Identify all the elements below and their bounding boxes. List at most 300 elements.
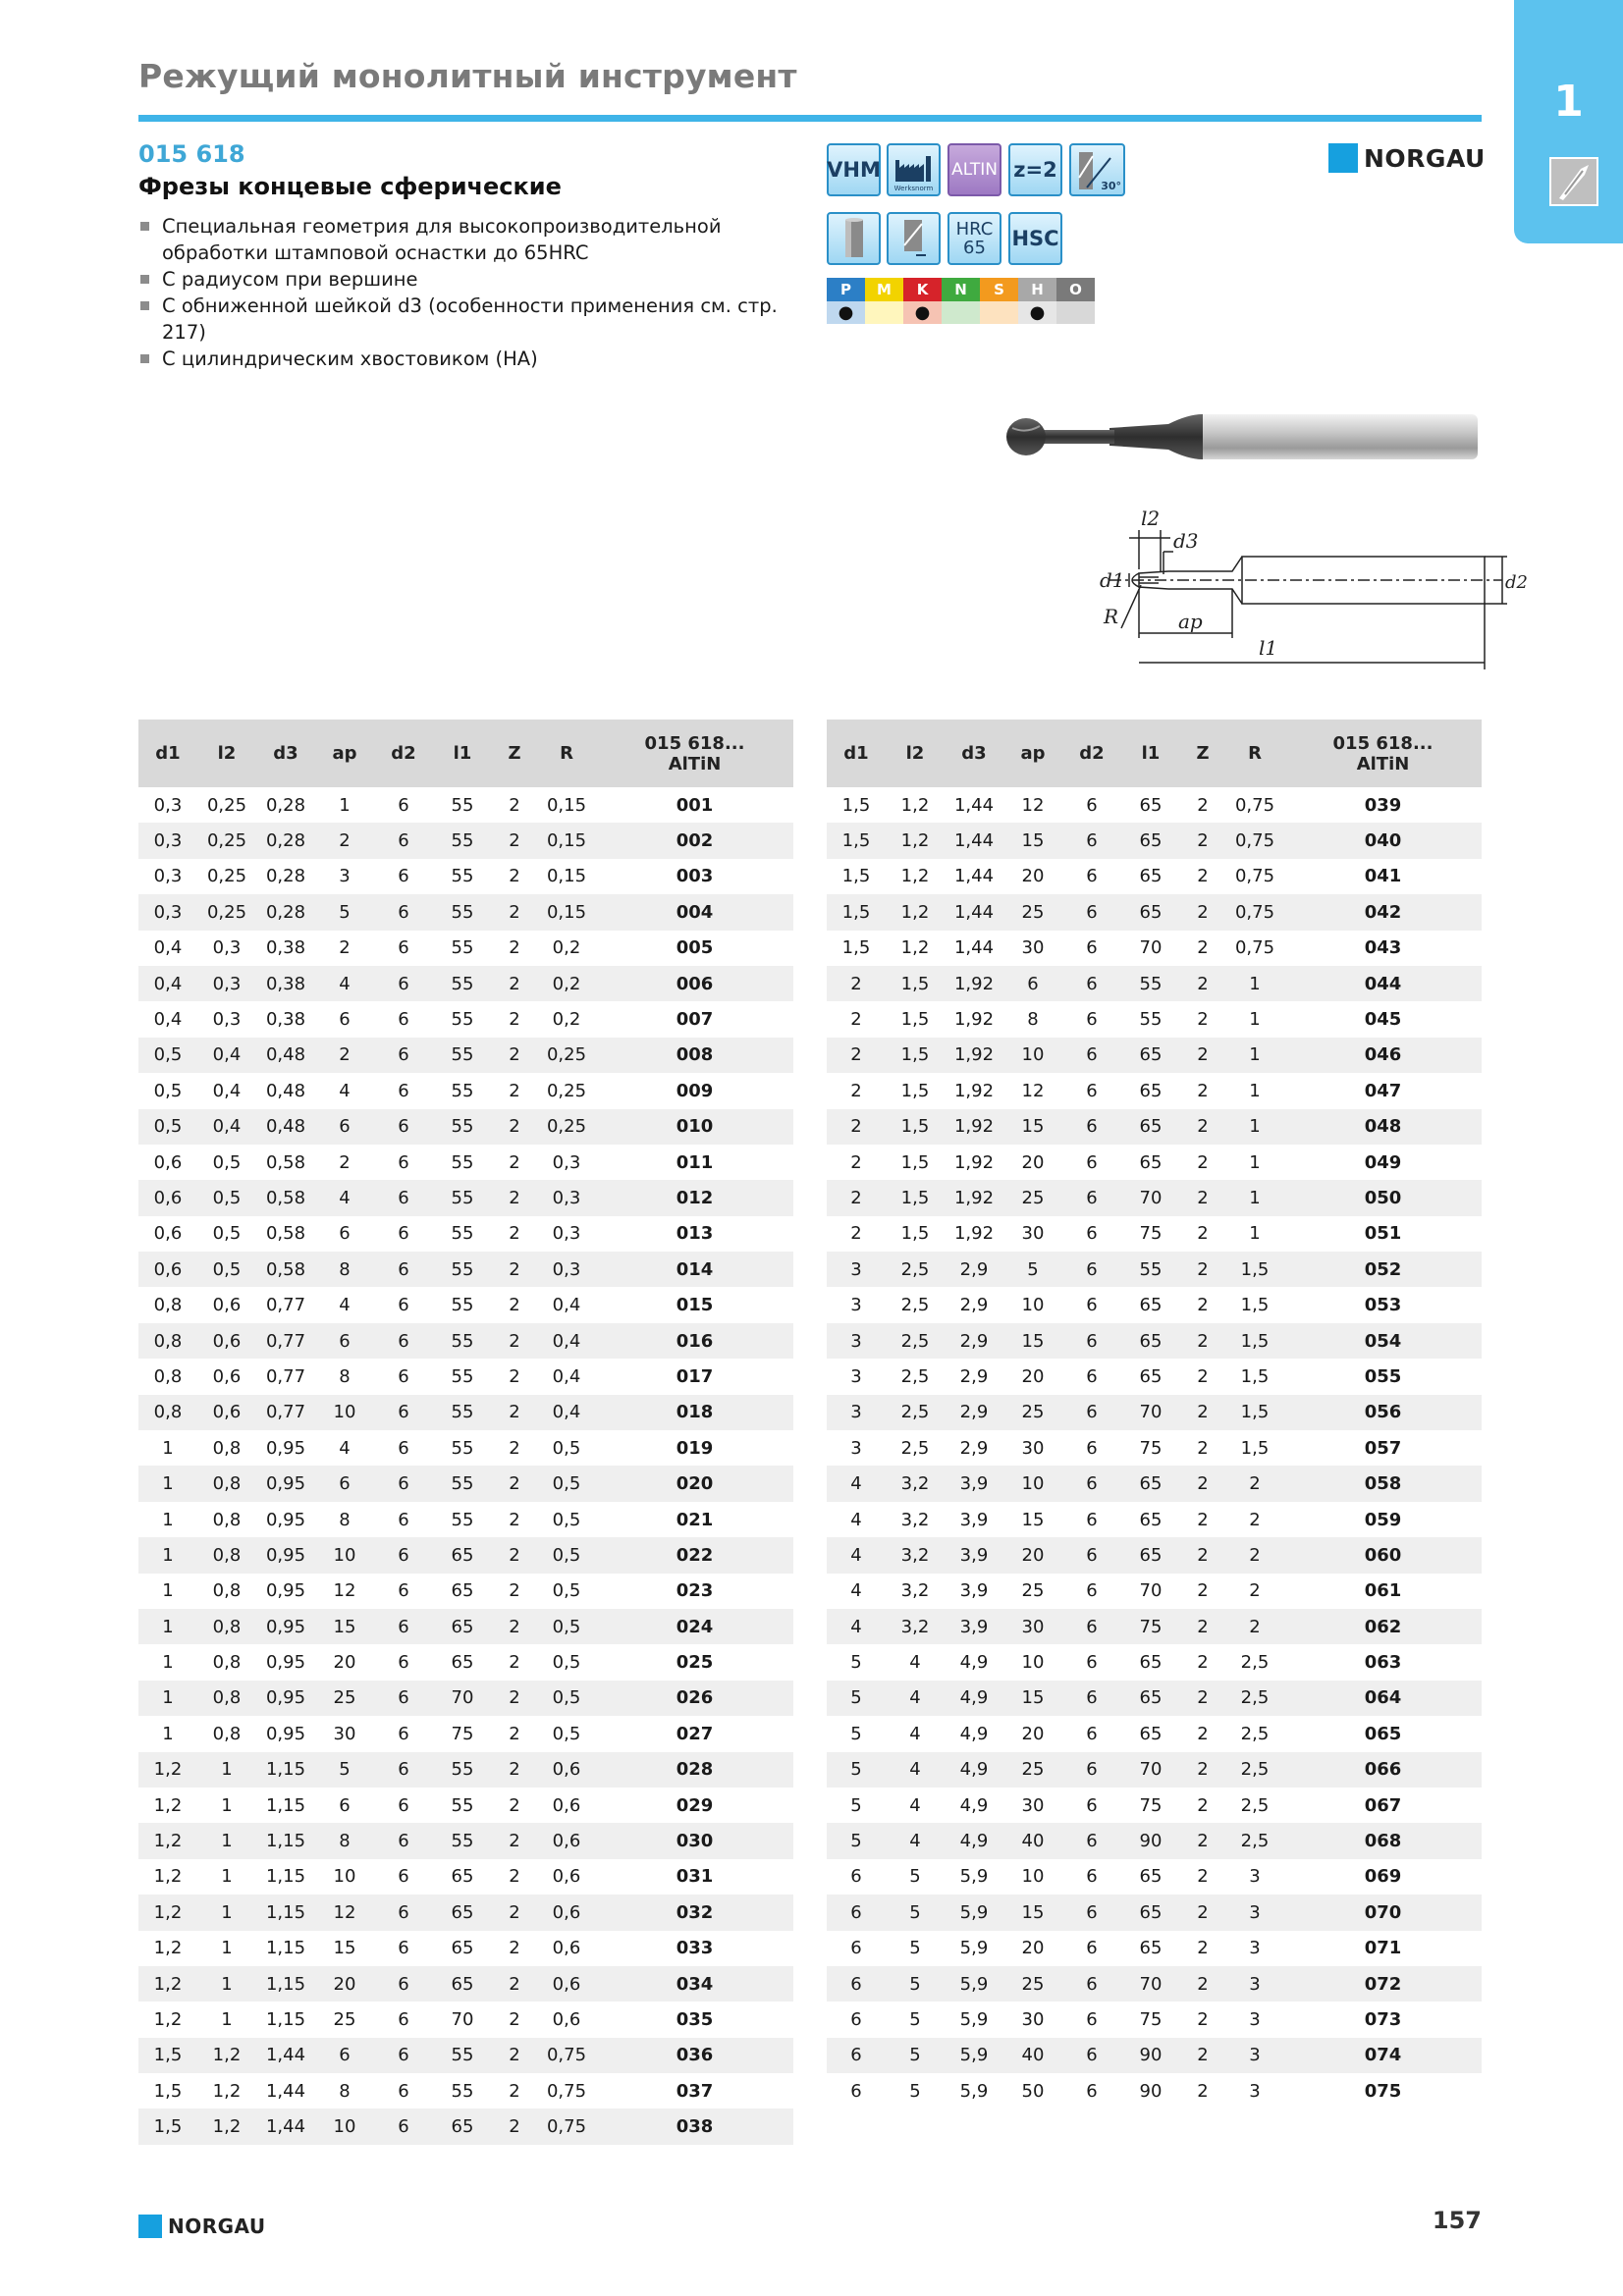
table-row: [827, 931, 1482, 966]
table-cell: 65: [1121, 894, 1180, 930]
table-cell: 1,5: [1240, 1295, 1270, 1316]
article-header-code: 015 618...: [644, 732, 745, 754]
table-cell: 6: [374, 894, 433, 930]
article-number: 020: [596, 1466, 793, 1501]
table-cell: 20: [1021, 1723, 1045, 1744]
feature-item: Специальная геометрия для высокопроизводительной обработки штамповой оснастки до 65HRC: [140, 213, 808, 266]
table-cell: 3: [827, 1252, 886, 1287]
table-cell: 2: [1180, 894, 1225, 930]
table-cell: 2: [492, 1609, 537, 1644]
table-cell: 15: [1003, 823, 1062, 858]
table-cell: 0,6: [552, 1938, 581, 1959]
table-row: [138, 1145, 793, 1180]
table-cell: 6: [398, 1437, 409, 1459]
table-cell: 1: [1225, 1109, 1284, 1145]
table-cell: 2,5: [1240, 1794, 1270, 1816]
table-cell: 1,2: [138, 1823, 197, 1858]
table-row: [138, 2073, 793, 2109]
table-cell: 0,8: [138, 1323, 197, 1359]
table-cell: 70: [1121, 1966, 1180, 2002]
table-cell: 4,9: [945, 1823, 1003, 1858]
table-cell: 20: [315, 1966, 374, 2002]
table-cell: 75: [1139, 2008, 1163, 2030]
table-cell: 5: [909, 2008, 921, 2030]
material-table: [827, 278, 1095, 324]
article-number: 066: [1284, 1752, 1482, 1788]
table-cell: 25: [1003, 1395, 1062, 1430]
table-cell: 5: [909, 1866, 921, 1888]
table-cell: 0,6: [212, 1365, 242, 1387]
table-cell: 65: [433, 2109, 492, 2144]
table-cell: 65: [1139, 1938, 1163, 1959]
table-cell: 55: [451, 1151, 474, 1173]
table-cell: 6: [1062, 1395, 1121, 1430]
table-cell: 6: [398, 1009, 409, 1031]
table-cell: 0,58: [256, 1180, 315, 1215]
table-cell: 1,5: [1225, 1395, 1284, 1430]
table-cell: 0,25: [197, 823, 256, 858]
table-cell: 0,5: [153, 1080, 183, 1101]
table-cell: 6: [398, 2080, 409, 2102]
table-cell: 6: [398, 1223, 409, 1245]
article-number: 054: [1284, 1323, 1482, 1359]
table-row: [827, 1537, 1482, 1573]
article-number: 018: [596, 1395, 793, 1430]
table-cell: 6: [398, 1580, 409, 1602]
table-cell: 1,44: [945, 823, 1003, 858]
table-cell: 5: [827, 1752, 886, 1788]
table-cell: 5,9: [959, 1938, 989, 1959]
table-cell: 65: [1121, 1466, 1180, 1501]
table-cell: 2: [1180, 823, 1225, 858]
table-cell: 0,3: [153, 794, 183, 816]
table-row: [138, 894, 793, 930]
table-cell: 5: [850, 1652, 862, 1674]
table-cell: 2: [315, 823, 374, 858]
table-cell: 1: [221, 2008, 233, 2030]
table-row: [138, 1359, 793, 1394]
table-cell: 2: [1197, 2080, 1209, 2102]
table-cell: 0,4: [197, 1038, 256, 1073]
table-cell: 6: [1086, 2080, 1098, 2102]
table-cell: 20: [333, 1652, 356, 1674]
table-cell: 2: [1180, 1823, 1225, 1858]
table-cell: 2: [827, 1038, 886, 1073]
table-cell: 2: [1197, 1652, 1209, 1674]
table-cell: 75: [1121, 1609, 1180, 1644]
table-cell: 2: [492, 1681, 537, 1716]
table-row: [138, 1823, 793, 1858]
table-cell: 0,28: [265, 794, 306, 816]
table-cell: 8: [315, 1823, 374, 1858]
table-cell: 55: [433, 1109, 492, 1145]
table-row: [138, 1252, 793, 1287]
table-cell: 8: [315, 1252, 374, 1287]
table-cell: 0,75: [1225, 894, 1284, 930]
table-cell: 2,5: [1240, 1723, 1270, 1744]
table-row: [827, 1502, 1482, 1537]
table-cell: 4: [909, 1723, 921, 1744]
cylindrical-shank-icon: [827, 212, 881, 265]
table-cell: 1,5: [886, 1180, 945, 1215]
table-cell: 0,75: [1225, 823, 1284, 858]
table-row: [827, 2038, 1482, 2073]
hardness-icon: [947, 212, 1001, 265]
table-cell: 6: [1086, 1080, 1098, 1101]
article-number: 068: [1284, 1823, 1482, 1858]
article-number: 022: [596, 1537, 793, 1573]
table-cell: 65: [1139, 1080, 1163, 1101]
column-header: ap: [1003, 720, 1062, 787]
table-cell: 65: [1139, 1509, 1163, 1530]
table-cell: 2: [1180, 1752, 1225, 1788]
table-cell: 0,8: [197, 1537, 256, 1573]
table-cell: 1,2: [153, 1866, 183, 1888]
table-cell: 0,25: [546, 1080, 587, 1101]
table-cell: 2: [1180, 1681, 1225, 1716]
table-cell: 25: [1003, 1752, 1062, 1788]
table-cell: 6: [398, 2008, 409, 2030]
table-cell: 1: [162, 1509, 174, 1530]
article-number: 030: [596, 1823, 793, 1858]
table-cell: 55: [433, 1823, 492, 1858]
table-row: [827, 1466, 1482, 1501]
hsc-icon: [1008, 212, 1062, 265]
table-cell: 65: [1139, 1365, 1163, 1387]
table-cell: 4: [850, 1509, 862, 1530]
product-title: Фрезы концевые сферические: [138, 173, 562, 200]
header-divider: [138, 115, 1482, 122]
table-cell: 55: [451, 1295, 474, 1316]
table-cell: 0,3: [537, 1180, 596, 1215]
table-cell: 0,6: [537, 1752, 596, 1788]
table-cell: 40: [1003, 1823, 1062, 1858]
table-cell: 2: [1180, 966, 1225, 1001]
table-cell: 6: [1062, 966, 1121, 1001]
table-cell: 3,9: [945, 1537, 1003, 1573]
table-cell: 6: [374, 1109, 433, 1145]
table-cell: 2: [1180, 1966, 1225, 2002]
table-cell: 6: [374, 823, 433, 858]
table-row: [138, 1752, 793, 1788]
table-cell: 0,5: [537, 1537, 596, 1573]
table-cell: 2: [1197, 1580, 1209, 1602]
table-cell: 5: [886, 2038, 945, 2073]
table-cell: 0,77: [256, 1395, 315, 1430]
table-cell: 25: [333, 2008, 356, 2030]
table-cell: 0,28: [256, 823, 315, 858]
table-cell: 0,6: [197, 1323, 256, 1359]
table-cell: 2: [1197, 1151, 1209, 1173]
material-suitability-h: ●: [1018, 301, 1056, 324]
table-cell: 6: [1062, 1466, 1121, 1501]
table-cell: 20: [1021, 1151, 1045, 1173]
table-cell: 2: [850, 1009, 862, 1031]
table-cell: 1,44: [256, 2109, 315, 2144]
table-cell: 1,2: [900, 937, 930, 959]
table-cell: 55: [451, 1223, 474, 1245]
article-number: 074: [1284, 2038, 1482, 2073]
table-cell: 25: [315, 1681, 374, 1716]
table-cell: 0,38: [265, 937, 306, 959]
brand-name: NORGAU: [1364, 143, 1486, 173]
helix-angle-icon: [1069, 143, 1125, 196]
table-cell: 0,48: [256, 1109, 315, 1145]
table-cell: 2: [1197, 1437, 1209, 1459]
table-cell: 0,6: [153, 1223, 183, 1245]
table-row: [138, 1574, 793, 1609]
table-cell: 65: [1139, 1151, 1163, 1173]
table-cell: 6: [1062, 1895, 1121, 1930]
table-cell: 1,2: [212, 2080, 242, 2102]
table-cell: 1,5: [900, 1080, 930, 1101]
table-cell: 0,4: [138, 966, 197, 1001]
table-cell: 2: [509, 1509, 520, 1530]
article-number: 036: [596, 2038, 793, 2073]
article-number: 049: [1364, 1151, 1402, 1173]
table-cell: 2: [1225, 1537, 1284, 1573]
article-number: 007: [676, 1009, 714, 1031]
table-cell: 0,8: [197, 1609, 256, 1644]
table-cell: 55: [433, 894, 492, 930]
table-cell: 6: [374, 1252, 433, 1287]
table-cell: 55: [1139, 1009, 1163, 1031]
table-row: [827, 966, 1482, 1001]
table-cell: 2: [1197, 1794, 1209, 1816]
table-cell: 0,5: [537, 1466, 596, 1501]
dimensions-table-left: [138, 720, 793, 2145]
column-header: d3: [945, 720, 1003, 787]
table-cell: 3: [850, 1295, 862, 1316]
table-cell: 20: [1021, 1365, 1045, 1387]
table-cell: 0,6: [153, 1151, 183, 1173]
table-cell: 4,9: [959, 1723, 989, 1744]
neck-icon: [887, 212, 941, 265]
article-number: 034: [596, 1966, 793, 2002]
table-cell: 0,15: [546, 866, 587, 887]
article-number: 043: [1364, 937, 1402, 959]
table-cell: 5,9: [959, 1866, 989, 1888]
table-cell: 4,9: [959, 1652, 989, 1674]
table-cell: 0,6: [537, 1823, 596, 1858]
hrc-value: 65: [963, 238, 986, 258]
article-number: 060: [1284, 1537, 1482, 1573]
table-cell: 10: [1021, 1866, 1045, 1888]
table-cell: 6: [1086, 1652, 1098, 1674]
table-cell: 6: [1086, 1794, 1098, 1816]
table-row: [827, 1109, 1482, 1145]
table-cell: 2: [1180, 1038, 1225, 1073]
table-cell: 2: [492, 966, 537, 1001]
table-cell: 5: [886, 1966, 945, 2002]
table-cell: 0,95: [265, 1509, 306, 1530]
label-ap: ap: [1178, 610, 1203, 633]
article-number: 032: [596, 1895, 793, 1930]
table-cell: 2: [509, 1223, 520, 1245]
article-number: 055: [1364, 1365, 1402, 1387]
table-cell: 6: [398, 1080, 409, 1101]
table-cell: 1,5: [886, 966, 945, 1001]
table-cell: 0,3: [138, 823, 197, 858]
table-cell: 3: [1225, 1966, 1284, 2002]
table-cell: 2: [1180, 1180, 1225, 1215]
table-cell: 6: [315, 2038, 374, 2073]
material-group-s: S: [980, 278, 1018, 301]
table-cell: 2: [1197, 1866, 1209, 1888]
article-number: 031: [676, 1866, 714, 1888]
table-cell: 5: [315, 894, 374, 930]
table-row: [138, 2038, 793, 2073]
table-cell: 1,92: [945, 1180, 1003, 1215]
material-group-h: H: [1018, 278, 1056, 301]
table-cell: 6: [1062, 1681, 1121, 1716]
table-cell: 65: [451, 1580, 474, 1602]
table-cell: 6: [850, 1866, 862, 1888]
table-cell: 4: [850, 1580, 862, 1602]
table-row: [138, 787, 793, 823]
table-cell: 6: [315, 1109, 374, 1145]
table-cell: 3: [827, 1323, 886, 1359]
vhm-label: VHM: [827, 158, 881, 182]
footer-brand-name: NORGAU: [168, 2215, 266, 2238]
table-cell: 0,3: [138, 894, 197, 930]
hsc-label: HSC: [1011, 227, 1059, 250]
table-cell: 4: [339, 1437, 351, 1459]
logo-square-icon: [138, 2215, 162, 2238]
article-number: 050: [1284, 1180, 1482, 1215]
logo-square-icon: [1328, 143, 1358, 173]
table-cell: 2: [1225, 1609, 1284, 1644]
table-cell: 30: [1021, 1223, 1045, 1245]
table-cell: 2: [492, 1895, 537, 1930]
table-cell: 6: [374, 1038, 433, 1073]
table-cell: 1,5: [827, 894, 886, 930]
table-cell: 5: [909, 2080, 921, 2102]
column-header: l1: [1121, 720, 1180, 787]
table-cell: 10: [1021, 1652, 1045, 1674]
flutes-label: z=2: [1013, 158, 1057, 182]
table-cell: 1,15: [256, 1823, 315, 1858]
table-cell: 65: [1121, 1537, 1180, 1573]
table-cell: 1: [1249, 1080, 1261, 1101]
table-cell: 4: [339, 1295, 351, 1316]
table-cell: 0,4: [537, 1323, 596, 1359]
article-number: 051: [1364, 1223, 1402, 1245]
table-cell: 0,95: [265, 1723, 306, 1744]
article-number: 012: [596, 1180, 793, 1215]
table-row: [827, 1287, 1482, 1322]
table-cell: 25: [1021, 1580, 1045, 1602]
table-cell: 2: [509, 1437, 520, 1459]
table-cell: 4: [886, 1823, 945, 1858]
table-cell: 55: [433, 1752, 492, 1788]
table-cell: 6: [374, 1681, 433, 1716]
table-cell: 4: [827, 1537, 886, 1573]
table-cell: 6: [1062, 1323, 1121, 1359]
table-cell: 0,75: [1234, 794, 1275, 816]
article-number: 040: [1284, 823, 1482, 858]
table-cell: 6: [398, 1723, 409, 1744]
table-cell: 4: [909, 1652, 921, 1674]
table-row: [827, 1252, 1482, 1287]
table-cell: 3,9: [959, 1509, 989, 1530]
table-row: [138, 1109, 793, 1145]
table-cell: 1,5: [900, 1009, 930, 1031]
table-cell: 0,58: [265, 1223, 306, 1245]
column-header: l2: [886, 720, 945, 787]
table-cell: 55: [1121, 966, 1180, 1001]
table-cell: 4: [886, 1752, 945, 1788]
table-row: [827, 1859, 1482, 1895]
table-cell: 5,9: [945, 2038, 1003, 2073]
table-cell: 6: [1062, 2038, 1121, 2073]
table-cell: 0,8: [212, 1580, 242, 1602]
article-number: 071: [1364, 1938, 1402, 1959]
feature-item: С цилиндрическим хвостовиком (HA): [140, 346, 808, 372]
table-cell: 0,8: [138, 1395, 197, 1430]
table-cell: 4: [827, 1609, 886, 1644]
table-cell: 0,5: [138, 1038, 197, 1073]
table-cell: 12: [1021, 1080, 1045, 1101]
table-cell: 2: [1197, 1009, 1209, 1031]
table-cell: 1,5: [827, 823, 886, 858]
table-cell: 6: [1062, 894, 1121, 930]
article-number: 045: [1364, 1009, 1402, 1031]
table-row: [138, 1609, 793, 1644]
table-row: [827, 1323, 1482, 1359]
table-cell: 2,5: [886, 1323, 945, 1359]
table-cell: 55: [451, 1509, 474, 1530]
table-cell: 55: [451, 1794, 474, 1816]
table-row: [138, 931, 793, 966]
table-cell: 65: [433, 1537, 492, 1573]
table-cell: 15: [1003, 1895, 1062, 1930]
table-row: [138, 1859, 793, 1895]
table-cell: 6: [1062, 823, 1121, 858]
article-number: 024: [596, 1609, 793, 1644]
label-l2: l2: [1141, 507, 1161, 530]
article-number: 067: [1364, 1794, 1402, 1816]
technical-drawing: [1041, 501, 1528, 677]
table-cell: 1,2: [138, 1895, 197, 1930]
article-number: 041: [1364, 866, 1402, 887]
table-cell: 12: [333, 1580, 356, 1602]
material-group-n: N: [942, 278, 980, 301]
article-number: 062: [1284, 1609, 1482, 1644]
table-row: [138, 1180, 793, 1215]
table-row: [138, 1466, 793, 1501]
table-cell: 0,77: [265, 1295, 306, 1316]
table-cell: 50: [1021, 2080, 1045, 2102]
column-header: l2: [197, 720, 256, 787]
table-cell: 1: [162, 1723, 174, 1744]
table-cell: 2: [509, 1080, 520, 1101]
table-cell: 6: [374, 1395, 433, 1430]
table-cell: 65: [1139, 794, 1163, 816]
column-header: ap: [315, 720, 374, 787]
table-cell: 0,15: [546, 794, 587, 816]
table-cell: 25: [1003, 1966, 1062, 2002]
article-number: 046: [1284, 1038, 1482, 1073]
column-header-article: [1284, 720, 1482, 787]
article-number: 001: [676, 794, 714, 816]
table-cell: 0,95: [265, 1652, 306, 1674]
table-cell: 2: [1180, 1537, 1225, 1573]
table-row: [138, 1287, 793, 1322]
table-cell: 1,2: [886, 894, 945, 930]
article-number: 023: [676, 1580, 714, 1602]
table-cell: 65: [1121, 1323, 1180, 1359]
